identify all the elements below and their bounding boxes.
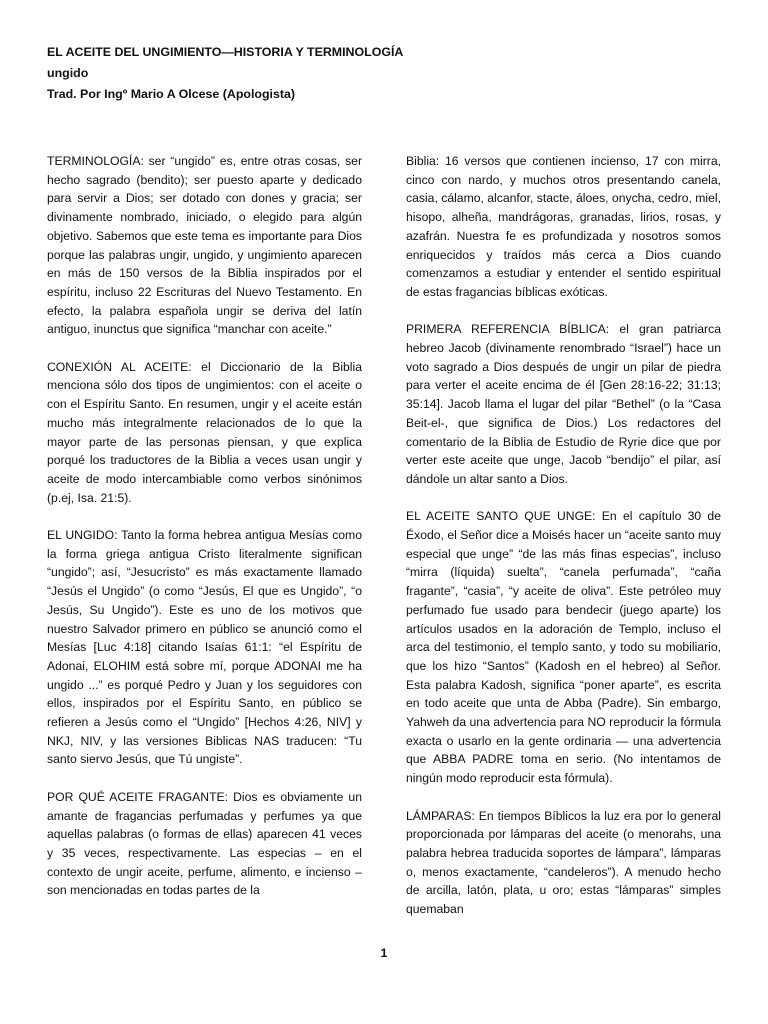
translator-credit: Trad. Por Ingº Mario A Olcese (Apologista) — [47, 87, 296, 101]
paragraph-conexion-al-aceite: CONEXIÓN AL ACEITE: el Diccionario de la Biblia menciona sólo dos tipos de ungimientos: con el aceite o con el Espíritu Santo. En resumen, ungir y el aceite están mucho más integralmente relacionados de lo que la mayor parte de las personas piensan, y que explica porqué los traductores de la Biblia a veces usan ungir y aceite de modo intercambiable como verbos sinónimos (p.ej, Isa. 21:5). — [47, 359, 362, 505]
paragraph-biblia-continuation: Biblia: 16 versos que contienen incienso, 17 con mirra, cinco con nardo, y muchos otros presentando canela, casia, cálamo, alcanfor, stacte, áloes, onycha, cedro, miel, hisopo, alheña, mandrágoras, granadas, lirios, rosas, y azafrán. Nuestra fe es profundizada y nosotros somos enriquecidos y traídos más cerca a Dios cuando comenzamos a estudiar y entender el sentido espiritual de estas fragancias bíblicas exóticas. — [406, 154, 721, 299]
document-header — [47, 42, 727, 105]
paragraph-por-que-aceite-fragante: POR QUÉ ACEITE FRAGANTE: Dios es obviamente un amante de fragancias perfumadas y perfumes ya que aquellas palabras (o formas de ellas) aparecen 41 veces y 35 veces, respectivamente. Las especias – en el contexto de ungir aceite, perfume, alimento, e incienso – son mencionadas en todas partes de la — [47, 789, 362, 898]
paragraph-terminologia: TERMINOLOGÍA: ser “ungido” es, entre otras cosas, ser hecho sagrado (bendito); ser puesto aparte y dedicado para servir a Dios; ser dotado con dones y gracia; ser divinamente nombrado, iniciado, o elegido para algún objetivo. Sabemos que este tema es importante para Dios porque las palabras ungir, ungido, y ungimiento aparecen en más de 150 versos de la Biblia inspirados por el espíritu, incluso 22 Escrituras del Nuevo Testamento. En efecto, la palabra española ungir se deriva del latín antiguo, inunctus que significa “manchar con aceite.” — [47, 154, 362, 337]
left-column — [47, 152, 362, 919]
paragraph-primera-referencia: PRIMERA REFERENCIA BÍBLICA: el gran patriarca hebreo Jacob (divinamente renombrado “Israel”) hace un voto sagrado a Dios después de ungir un pilar de piedra para verter el aceite encima de él [Gen 28:16-22; 31:13; 35:14]. Jacob llama el lugar del pilar “Bethel” (o la “Casa Beit-el-, que significa de Dios.) Los redactores del comentario de la Biblia de Estudio de Ryrie dice que por verter este aceite que unge, Jacob “bendijo” el pilar, así dándole un altar santo a Dios. — [406, 322, 721, 486]
document-subtitle: ungido — [47, 66, 89, 80]
document-title: EL ACEITE DEL UNGIMIENTO—HISTORIA Y TERMINOLOGÍA — [47, 45, 404, 59]
page-number: 1 — [380, 946, 388, 960]
paragraph-aceite-santo: EL ACEITE SANTO QUE UNGE: En el capítulo 30 de Éxodo, el Señor dice a Moisés hacer un “aceite santo muy especial que unge” “de las más finas especias”, incluso “mirra (líquida) suelta”, “canela perfumada”, “caña fragante”, “casia”, “y aceite de oliva”. Este petróleo muy perfumado fue usado para bendecir (juego aparte) los artículos usados en la adoración de Templo, incluso el arca del testimonio, el templo santo, y todo su mobiliario, que los hizo “Santos” (Kadosh en el hebreo) al Señor. Esta palabra Kadosh, significa “poner aparte”, es escrita en todo aceite que unta de Abba (Padre). Sin embargo, Yahweh da una advertencia para NO reproducir la fórmula exacta o usarlo en la gente ordinaria — una advertencia que ABBA PADRE toma en serio. (No intentamos de ningún modo reproducir esta fórmula). — [406, 509, 722, 786]
paragraph-lamparas: LÁMPARAS: En tiempos Bíblicos la luz era por lo general proporcionada por lámparas del aceite (o menorahs, una palabra hebrea traducida soportes de lámpara”, lámparas o, menos exactamente, “candeleros”). A menudo hecho de arcilla, latón, plata, u oro; estas “lámparas” simples quemaban — [406, 808, 721, 917]
paragraph-el-ungido: EL UNGIDO: Tanto la forma hebrea antigua Mesías como la forma griega antigua Cristo literalmente significan “ungido”; así, “Jesucristo” es más exactamente llamado “Jesús el Ungido” (o como “Jesús, El que es Ungido”, “o Jesús, Su Ungido”). Este es uno de los motivos que nuestro Salvador primero en público se anunció como el Mesías [Luc 4:18] citando Isaías 61:1: “el Espíritu de Adonai, ELOHIM está sobre mí, porque ADONAI me ha ungido ...” es porqué Pedro y Juan y los seguidores con ellos, inspirados por el Espíritu Santo, en público se refieren a Jesús como el “Ungido” [Hechos 4:26, NIV] y NKJ, NIV, y las versiones Biblicas NAS traducen: “Tu santo siervo Jesús, que Tú ungiste”. — [47, 528, 362, 767]
right-column — [406, 152, 721, 937]
